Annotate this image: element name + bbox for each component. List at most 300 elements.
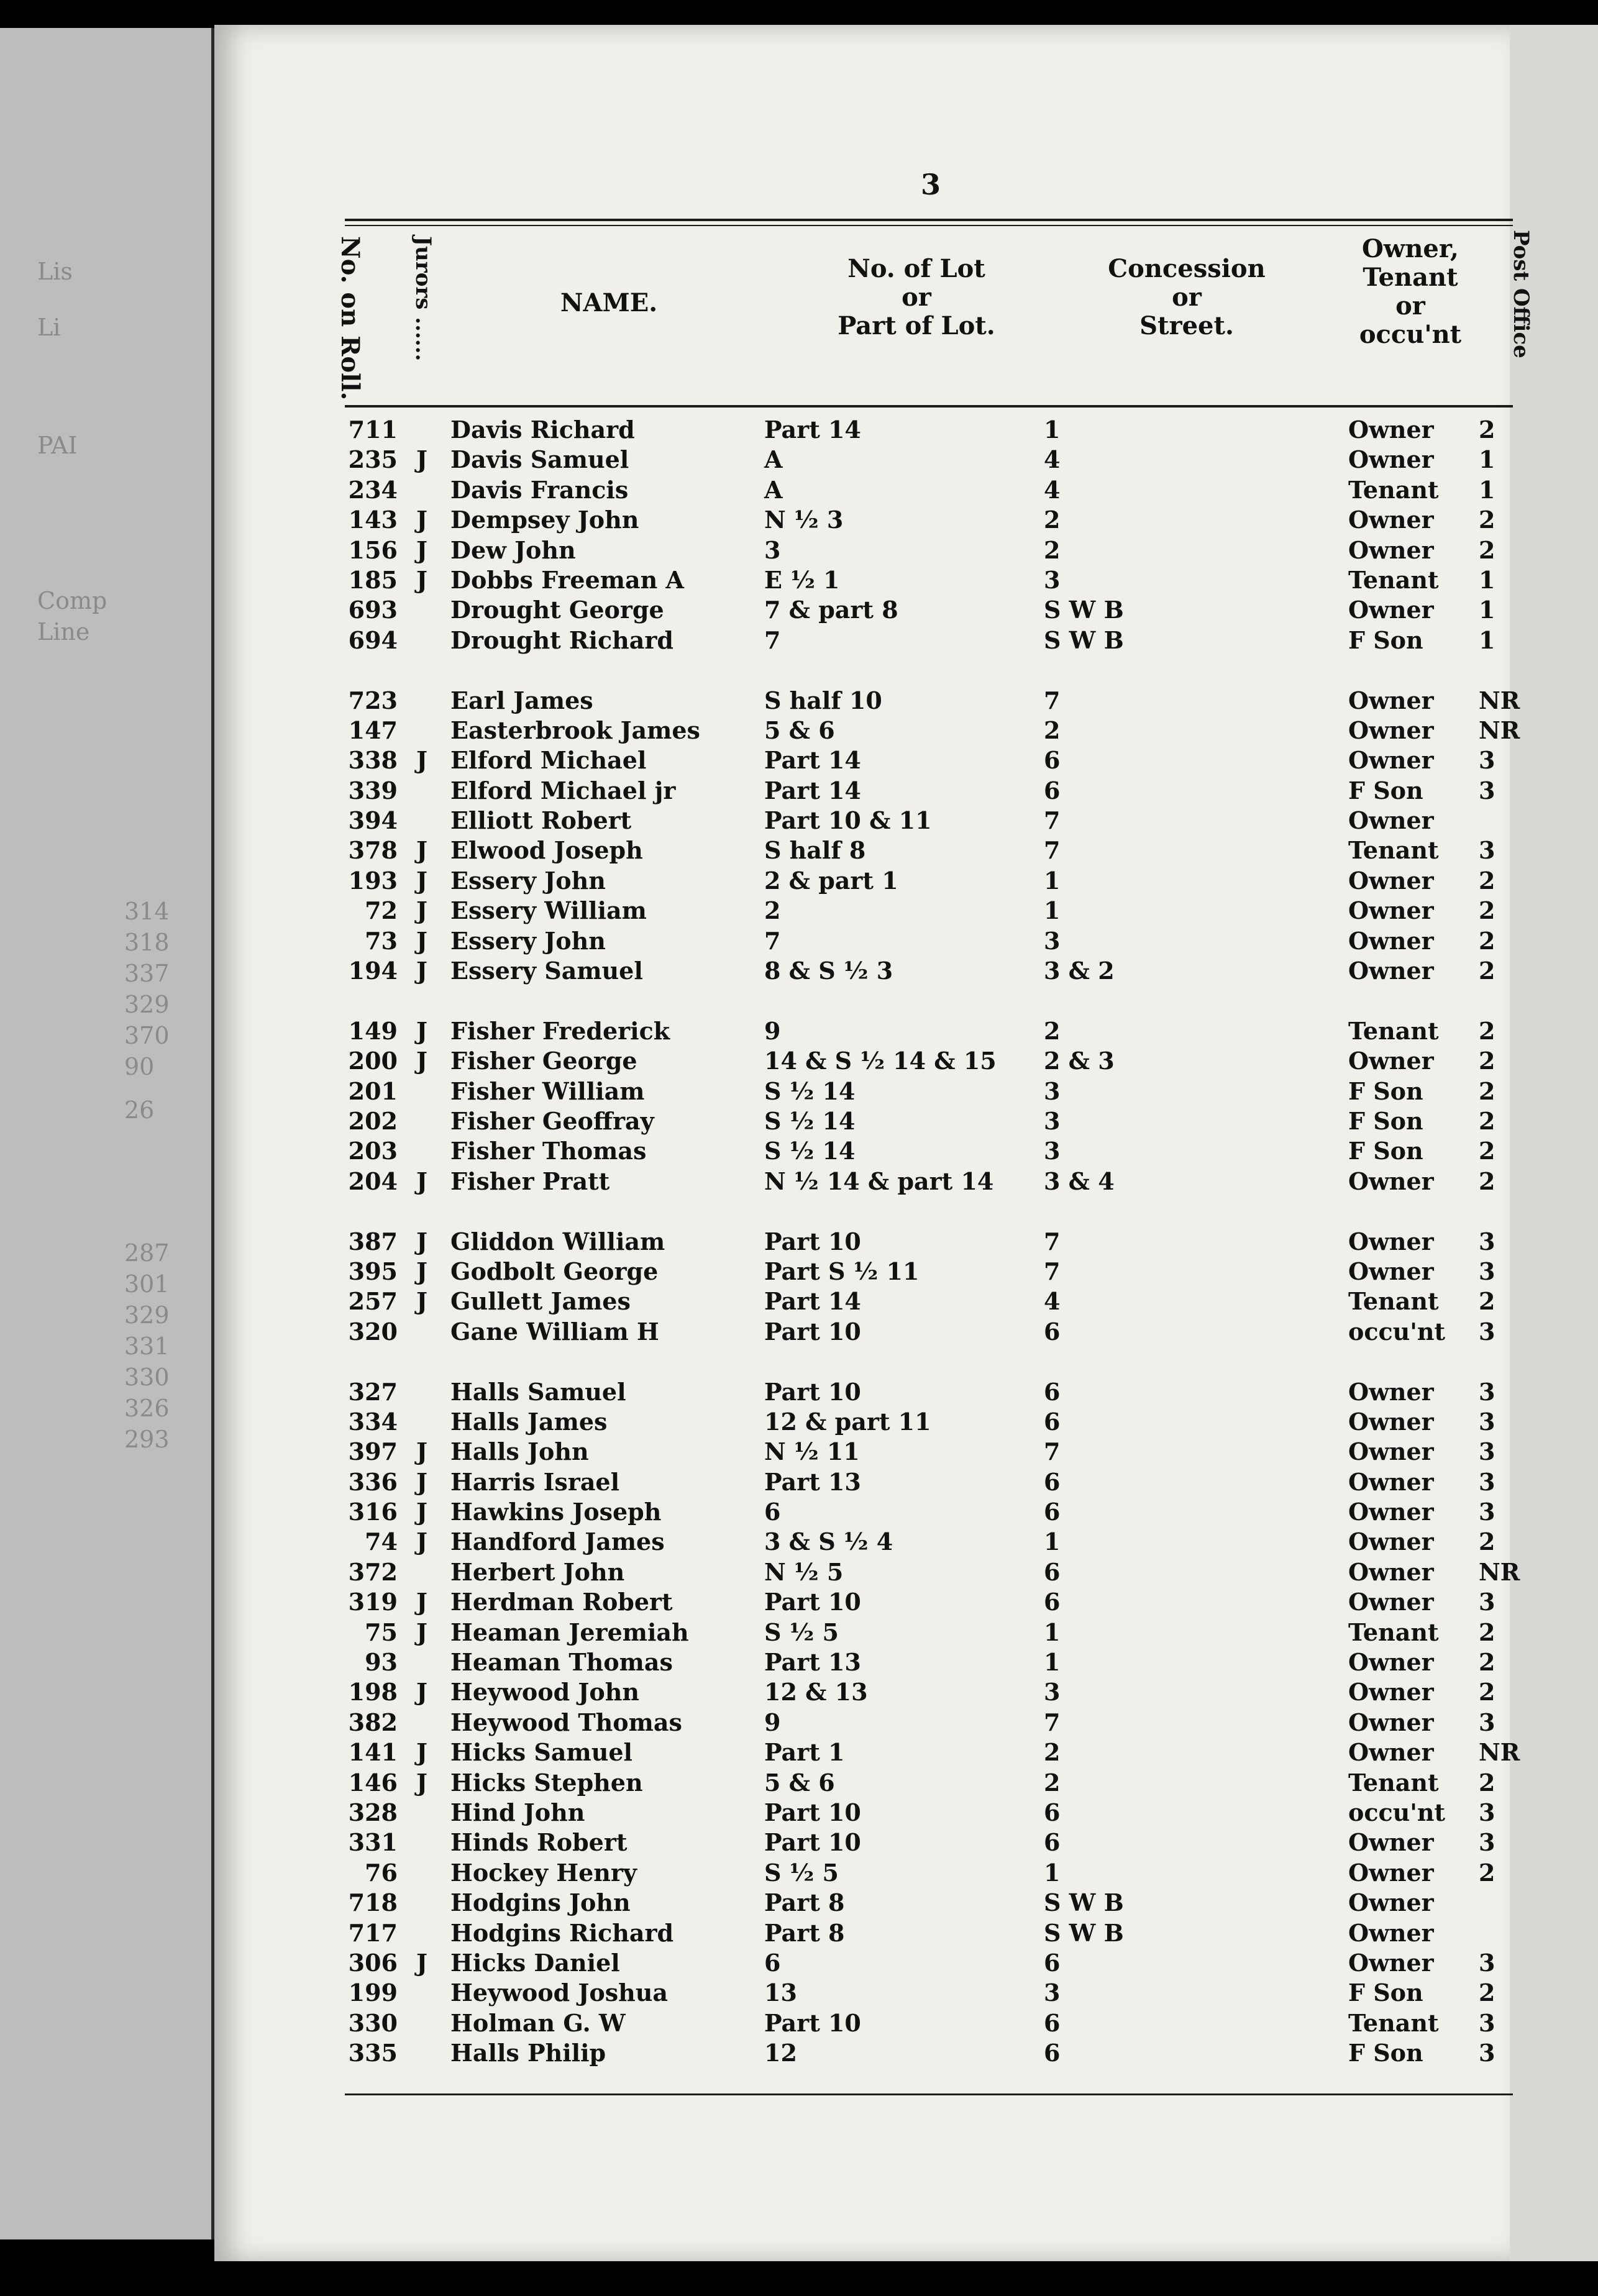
cell-lot: E ½ 1 — [764, 565, 840, 594]
cell-post: 1 — [1479, 596, 1495, 624]
ghost-text: Comp — [37, 587, 107, 614]
cell-lot: Part 10 & 11 — [764, 806, 932, 835]
cell-name: Drought George — [450, 596, 664, 624]
cell-roll: 394 — [348, 806, 398, 835]
cell-concession: 7 — [1044, 1437, 1061, 1466]
cell-roll: 717 — [348, 1918, 398, 1947]
cell-concession: 1 — [1044, 896, 1061, 925]
cell-roll: 378 — [348, 836, 398, 865]
cell-lot: A — [764, 475, 783, 504]
cell-owner: Owner — [1348, 686, 1434, 714]
cell-name: Hawkins Joseph — [450, 1498, 662, 1526]
cell-lot: S half 8 — [764, 836, 866, 865]
cell-name: Essery John — [450, 926, 606, 955]
table-row — [336, 1557, 1547, 1587]
cell-owner: Tenant — [1348, 1618, 1439, 1646]
cell-owner: Owner — [1348, 1257, 1434, 1285]
cell-concession: 6 — [1044, 1557, 1061, 1586]
cell-concession: 3 — [1044, 1678, 1061, 1706]
cell-lot: A — [764, 445, 783, 474]
header-bottom-rule — [345, 405, 1513, 408]
cell-post: 2 — [1479, 1016, 1495, 1045]
table-row — [336, 1738, 1547, 1767]
cell-roll: 331 — [348, 1828, 398, 1857]
cell-lot: 7 — [764, 626, 781, 654]
cell-juror: J — [416, 1948, 427, 1977]
cell-juror: J — [416, 1437, 427, 1466]
cell-owner: F Son — [1348, 626, 1423, 654]
cell-roll: 72 — [365, 896, 398, 925]
cell-owner: Owner — [1348, 1467, 1434, 1496]
cell-roll: 338 — [348, 746, 398, 775]
cell-post: 2 — [1479, 1077, 1495, 1105]
table-row — [336, 1858, 1547, 1888]
ghost-text: 90 — [124, 1053, 155, 1080]
cell-juror: J — [416, 1738, 427, 1767]
cell-owner: F Son — [1348, 2039, 1423, 2067]
cell-owner: Tenant — [1348, 565, 1439, 594]
cell-lot: 3 & S ½ 4 — [764, 1528, 893, 1556]
header-roll: No. on Roll. — [336, 236, 365, 401]
cell-name: Dempsey John — [450, 506, 639, 534]
cell-roll: 75 — [365, 1618, 398, 1646]
cell-roll: 319 — [348, 1588, 398, 1616]
cell-lot: N ½ 11 — [764, 1437, 860, 1466]
cell-name: Hicks Samuel — [450, 1738, 632, 1767]
table-row — [336, 1798, 1547, 1828]
cell-lot: S ½ 14 — [764, 1137, 856, 1165]
cell-post: 2 — [1479, 1979, 1495, 2007]
cell-roll: 202 — [348, 1106, 398, 1135]
cell-juror: J — [416, 866, 427, 895]
table-row — [336, 1587, 1547, 1617]
cell-lot: N ½ 3 — [764, 506, 844, 534]
ghost-text: Li — [37, 314, 61, 341]
cell-lot: Part 10 — [764, 1828, 861, 1857]
cell-name: Drought Richard — [450, 626, 673, 654]
table-row — [336, 1918, 1547, 1948]
cell-owner: Tenant — [1348, 2008, 1439, 2037]
cell-roll: 199 — [348, 1979, 398, 2007]
cell-roll: 257 — [348, 1287, 398, 1316]
cell-concession: 4 — [1044, 445, 1061, 474]
cell-name: Davis Samuel — [450, 445, 629, 474]
cell-concession: 6 — [1044, 1467, 1061, 1496]
table-row — [336, 1407, 1547, 1437]
table-row — [336, 1828, 1547, 1857]
cell-lot: S ½ 14 — [764, 1106, 856, 1135]
cell-name: Handford James — [450, 1528, 665, 1556]
cell-lot: 12 & 13 — [764, 1678, 868, 1706]
table-row — [336, 415, 1547, 445]
cell-roll: 93 — [365, 1648, 398, 1677]
cell-name: Hicks Stephen — [450, 1768, 643, 1797]
table-row — [336, 1287, 1547, 1316]
cell-roll: 397 — [348, 1437, 398, 1466]
cell-concession: 7 — [1044, 806, 1061, 835]
cell-owner: F Son — [1348, 1077, 1423, 1105]
table-row — [336, 1167, 1547, 1196]
cell-lot: Part 14 — [764, 746, 861, 775]
cell-lot: 8 & S ½ 3 — [764, 957, 893, 985]
table-row — [336, 956, 1547, 986]
cell-name: Heywood Joshua — [450, 1979, 668, 2007]
cell-post: 3 — [1479, 2008, 1495, 2037]
column-header-row — [336, 230, 1533, 410]
cell-concession: 3 — [1044, 1137, 1061, 1165]
cell-lot: Part 10 — [764, 2008, 861, 2037]
table-row — [336, 445, 1547, 475]
cell-name: Halls Philip — [450, 2039, 606, 2067]
table-row — [336, 1708, 1547, 1738]
table-row — [336, 626, 1547, 655]
cell-post: 3 — [1479, 1377, 1495, 1406]
cell-roll: 147 — [348, 716, 398, 744]
cell-concession: 1 — [1044, 1528, 1061, 1556]
cell-concession: S W B — [1044, 1888, 1124, 1917]
table-row — [336, 1077, 1547, 1106]
cell-roll: 320 — [348, 1317, 398, 1346]
cell-roll: 711 — [348, 416, 398, 444]
cell-post: 2 — [1479, 1648, 1495, 1677]
cell-lot: S ½ 5 — [764, 1858, 839, 1887]
cell-owner: Owner — [1348, 1918, 1434, 1947]
table-row — [336, 1467, 1547, 1497]
ghost-text: 330 — [124, 1364, 170, 1391]
cell-owner: Tenant — [1348, 836, 1439, 865]
table-row — [336, 1437, 1547, 1467]
cell-juror: J — [416, 1257, 427, 1285]
cell-juror: J — [416, 1618, 427, 1646]
header-concession: Concession or Street. — [1108, 254, 1266, 340]
cell-post: 2 — [1479, 896, 1495, 925]
cell-roll: 193 — [348, 866, 398, 895]
cell-owner: Owner — [1348, 926, 1434, 955]
cell-post: 3 — [1479, 1798, 1495, 1826]
cell-concession: 3 & 4 — [1044, 1167, 1115, 1195]
group-spacer — [336, 1347, 1547, 1377]
cell-juror: J — [416, 1528, 427, 1556]
cell-post: NR — [1479, 1557, 1520, 1586]
cell-owner: Owner — [1348, 1557, 1434, 1586]
header-lot: No. of Lot or Part of Lot. — [838, 254, 995, 340]
cell-roll: 693 — [348, 596, 398, 624]
table-row — [336, 836, 1547, 865]
cell-roll: 339 — [348, 776, 398, 804]
cell-post: NR — [1479, 1738, 1520, 1767]
cell-post: 2 — [1479, 1768, 1495, 1797]
cell-lot: Part 10 — [764, 1377, 861, 1406]
cell-roll: 73 — [365, 926, 398, 955]
cell-name: Dobbs Freeman A — [450, 565, 684, 594]
cell-post: 3 — [1479, 2039, 1495, 2067]
cell-juror: J — [416, 1588, 427, 1616]
table-row — [336, 1618, 1547, 1647]
cell-lot: 9 — [764, 1708, 781, 1736]
group-spacer — [336, 1196, 1547, 1226]
cell-concession: 6 — [1044, 1798, 1061, 1826]
cell-juror: J — [416, 1467, 427, 1496]
cell-roll: 204 — [348, 1167, 398, 1195]
table-row — [336, 1888, 1547, 1918]
cell-juror: J — [416, 506, 427, 534]
cell-concession: 2 — [1044, 1016, 1061, 1045]
table-row — [336, 686, 1547, 716]
cell-concession: 6 — [1044, 1317, 1061, 1346]
bottom-rule — [345, 2093, 1513, 2095]
cell-concession: 7 — [1044, 1708, 1061, 1736]
cell-post: 2 — [1479, 957, 1495, 985]
cell-roll: 328 — [348, 1798, 398, 1826]
cell-owner: Owner — [1348, 535, 1434, 564]
cell-name: Elford Michael — [450, 746, 647, 775]
cell-post: 3 — [1479, 776, 1495, 804]
cell-name: Heywood Thomas — [450, 1708, 682, 1736]
table-row — [336, 505, 1547, 535]
cell-concession: 6 — [1044, 1498, 1061, 1526]
cell-concession: 2 — [1044, 716, 1061, 744]
cell-owner: Tenant — [1348, 1287, 1439, 1316]
table-row — [336, 1978, 1547, 2008]
cell-lot: Part 8 — [764, 1888, 845, 1917]
cell-name: Herbert John — [450, 1557, 625, 1586]
table-row — [336, 776, 1547, 806]
cell-name: Gullett James — [450, 1287, 631, 1316]
table-row — [336, 565, 1547, 595]
cell-concession: 6 — [1044, 2008, 1061, 2037]
cell-roll: 372 — [348, 1557, 398, 1586]
table-row — [336, 1948, 1547, 1978]
cell-owner: occu'nt — [1348, 1798, 1446, 1826]
cell-post: 3 — [1479, 1407, 1495, 1436]
cell-owner: Owner — [1348, 957, 1434, 985]
cell-name: Fisher Frederick — [450, 1016, 670, 1045]
cell-roll: 146 — [348, 1768, 398, 1797]
table-row — [336, 806, 1547, 836]
cell-roll: 185 — [348, 565, 398, 594]
ghost-text: 301 — [124, 1270, 170, 1298]
table-row — [336, 535, 1547, 565]
cell-name: Easterbrook James — [450, 716, 700, 744]
cell-concession: 3 — [1044, 1979, 1061, 2007]
table-row — [336, 595, 1547, 625]
cell-roll: 201 — [348, 1077, 398, 1105]
cell-concession: 1 — [1044, 416, 1061, 444]
cell-owner: Owner — [1348, 716, 1434, 744]
table-row — [336, 1106, 1547, 1136]
header-post-office: Post Office — [1509, 230, 1533, 358]
cell-post: 2 — [1479, 1528, 1495, 1556]
cell-lot: 7 — [764, 926, 781, 955]
table-row — [336, 1497, 1547, 1527]
cell-owner: Tenant — [1348, 1016, 1439, 1045]
cell-name: Elliott Robert — [450, 806, 632, 835]
cell-lot: 5 & 6 — [764, 716, 835, 744]
cell-roll: 203 — [348, 1137, 398, 1165]
cell-concession: 2 — [1044, 506, 1061, 534]
header-jurors: Jurors ...... — [411, 236, 436, 362]
cell-post: NR — [1479, 716, 1520, 744]
cell-owner: Owner — [1348, 1437, 1434, 1466]
cell-owner: Owner — [1348, 1738, 1434, 1767]
cell-concession: 7 — [1044, 686, 1061, 714]
cell-owner: F Son — [1348, 1106, 1423, 1135]
cell-post: 1 — [1479, 445, 1495, 474]
cell-roll: 156 — [348, 535, 398, 564]
cell-owner: Owner — [1348, 1047, 1434, 1075]
cell-name: Essery Samuel — [450, 957, 643, 985]
cell-name: Essery William — [450, 896, 647, 925]
cell-post: 3 — [1479, 1948, 1495, 1977]
cell-roll: 382 — [348, 1708, 398, 1736]
cell-concession: 1 — [1044, 1648, 1061, 1677]
cell-name: Fisher Pratt — [450, 1167, 610, 1195]
cell-roll: 330 — [348, 2008, 398, 2037]
cell-juror: J — [416, 746, 427, 775]
cell-lot: 6 — [764, 1498, 781, 1526]
cell-roll: 74 — [365, 1528, 398, 1556]
cell-lot: Part 8 — [764, 1918, 845, 1947]
cell-lot: Part 10 — [764, 1317, 861, 1346]
cell-lot: Part 13 — [764, 1467, 861, 1496]
cell-juror: J — [416, 1167, 427, 1195]
roll-entries — [336, 415, 1547, 2068]
table-row — [336, 1227, 1547, 1257]
cell-post: 3 — [1479, 1588, 1495, 1616]
cell-lot: Part 13 — [764, 1648, 861, 1677]
header-name: NAME. — [560, 288, 658, 317]
cell-post: 2 — [1479, 1137, 1495, 1165]
cell-concession: 4 — [1044, 475, 1061, 504]
cell-owner: F Son — [1348, 1137, 1423, 1165]
cell-owner: Owner — [1348, 416, 1434, 444]
cell-name: Dew John — [450, 535, 576, 564]
cell-lot: 14 & S ½ 14 & 15 — [764, 1047, 997, 1075]
cell-concession: 3 — [1044, 1077, 1061, 1105]
cell-lot: 7 & part 8 — [764, 596, 898, 624]
cell-post: 2 — [1479, 926, 1495, 955]
cell-roll: 306 — [348, 1948, 398, 1977]
cell-concession: 2 & 3 — [1044, 1047, 1115, 1075]
cell-name: Hodgins Richard — [450, 1918, 674, 1947]
table-row — [336, 1317, 1547, 1347]
table-row — [336, 1016, 1547, 1046]
cell-name: Gliddon William — [450, 1227, 665, 1255]
cell-concession: 3 — [1044, 565, 1061, 594]
ghost-text: Lis — [37, 258, 73, 285]
cell-roll: 334 — [348, 1407, 398, 1436]
cell-concession: 6 — [1044, 2039, 1061, 2067]
cell-roll: 194 — [348, 957, 398, 985]
cell-owner: F Son — [1348, 776, 1423, 804]
cell-name: Heaman Jeremiah — [450, 1618, 689, 1646]
cell-post: 2 — [1479, 506, 1495, 534]
ghost-text: 314 — [124, 898, 170, 925]
cell-concession: 6 — [1044, 1377, 1061, 1406]
table-row — [336, 2038, 1547, 2068]
cell-post: 1 — [1479, 626, 1495, 654]
cell-lot: S ½ 14 — [764, 1077, 856, 1105]
cell-juror: J — [416, 926, 427, 955]
cell-lot: 12 & part 11 — [764, 1407, 931, 1436]
cell-juror: J — [416, 445, 427, 474]
cell-owner: Owner — [1348, 1528, 1434, 1556]
cell-post: 2 — [1479, 1858, 1495, 1887]
cell-name: Godbolt George — [450, 1257, 659, 1285]
cell-post: 1 — [1479, 565, 1495, 594]
cell-post: 3 — [1479, 1437, 1495, 1466]
cell-post: 3 — [1479, 1467, 1495, 1496]
cell-owner: F Son — [1348, 1979, 1423, 2007]
cell-lot: Part 10 — [764, 1798, 861, 1826]
group-spacer — [336, 655, 1547, 685]
cell-concession: 3 — [1044, 1106, 1061, 1135]
cell-name: Fisher William — [450, 1077, 645, 1105]
cell-juror: J — [416, 1498, 427, 1526]
cell-juror: J — [416, 957, 427, 985]
left-page-fragment — [0, 28, 215, 2239]
ghost-text: 329 — [124, 991, 170, 1018]
ghost-text: 26 — [124, 1096, 155, 1124]
cell-concession: 1 — [1044, 1618, 1061, 1646]
cell-name: Hind John — [450, 1798, 585, 1826]
cell-concession: 2 — [1044, 535, 1061, 564]
table-row — [336, 1768, 1547, 1798]
cell-lot: N ½ 14 & part 14 — [764, 1167, 994, 1195]
cell-roll: 336 — [348, 1467, 398, 1496]
cell-juror: J — [416, 1227, 427, 1255]
cell-concession: 2 — [1044, 1768, 1061, 1797]
cell-owner: Owner — [1348, 1678, 1434, 1706]
table-row — [336, 2008, 1547, 2038]
cell-name: Halls Samuel — [450, 1377, 626, 1406]
cell-lot: 5 & 6 — [764, 1768, 835, 1797]
cell-juror: J — [416, 1016, 427, 1045]
cell-roll: 141 — [348, 1738, 398, 1767]
cell-concession: 7 — [1044, 1257, 1061, 1285]
cell-owner: Owner — [1348, 1888, 1434, 1917]
table-row — [336, 1046, 1547, 1076]
cell-concession: 1 — [1044, 1858, 1061, 1887]
cell-post: 2 — [1479, 1106, 1495, 1135]
cell-roll: 723 — [348, 686, 398, 714]
cell-owner: Tenant — [1348, 1768, 1439, 1797]
cell-post: 2 — [1479, 535, 1495, 564]
ghost-text: 370 — [124, 1022, 170, 1049]
table-row — [336, 1377, 1547, 1407]
cell-name: Halls John — [450, 1437, 589, 1466]
cell-roll: 718 — [348, 1888, 398, 1917]
cell-concession: 6 — [1044, 1588, 1061, 1616]
cell-roll: 387 — [348, 1227, 398, 1255]
cell-lot: S half 10 — [764, 686, 882, 714]
cell-owner: Owner — [1348, 896, 1434, 925]
cell-roll: 198 — [348, 1678, 398, 1706]
cell-post: 2 — [1479, 416, 1495, 444]
cell-name: Elford Michael jr — [450, 776, 676, 804]
cell-name: Heywood John — [450, 1678, 639, 1706]
header-owner: Owner, Tenant or occu'nt — [1359, 234, 1462, 349]
table-row — [336, 926, 1547, 956]
cell-owner: Owner — [1348, 596, 1434, 624]
cell-concession: 6 — [1044, 1407, 1061, 1436]
cell-owner: Owner — [1348, 1648, 1434, 1677]
cell-juror: J — [416, 1047, 427, 1075]
cell-owner: Owner — [1348, 806, 1434, 835]
cell-roll: 235 — [348, 445, 398, 474]
cell-post: 3 — [1479, 1317, 1495, 1346]
cell-post: 2 — [1479, 1167, 1495, 1195]
